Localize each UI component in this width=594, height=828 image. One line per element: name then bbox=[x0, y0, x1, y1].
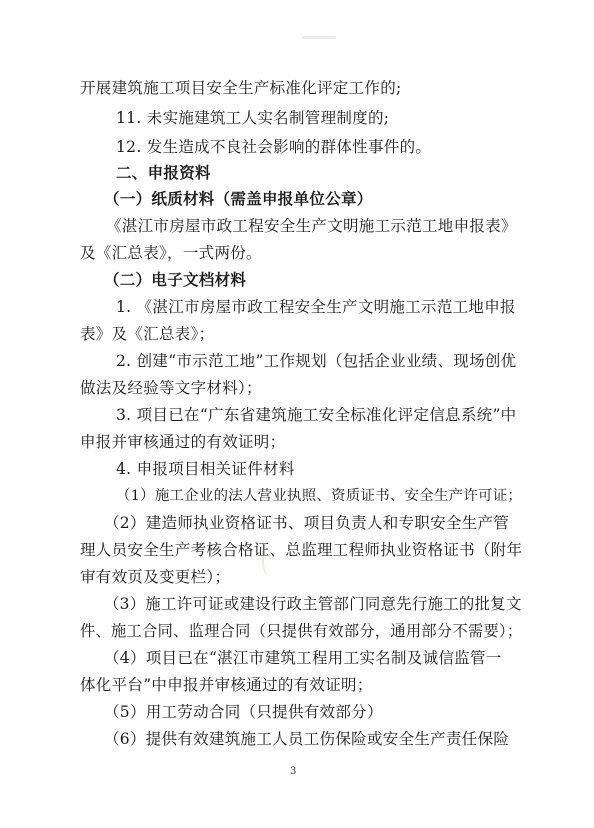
text-line: 12. 发生造成不良社会影响的群体性事件的。 bbox=[116, 138, 432, 156]
text-line: （4）项目已在“湛江市建筑工程用工实名制及诚信监管一 bbox=[104, 649, 502, 667]
text-line: （3）施工许可证或建设行政主管部门同意先行施工的批复文 bbox=[104, 595, 522, 613]
scan-mark bbox=[302, 36, 336, 39]
text-line: 申报并审核通过的有效证明； bbox=[80, 433, 286, 451]
text-line: （1）施工企业的法人营业执照、资质证书、安全生产许可证； bbox=[116, 488, 523, 504]
subsection-heading: （一）纸质材料（需盖申报单位公章） bbox=[104, 190, 373, 208]
text-line: 11. 未实施建筑工人实名制管理制度的; bbox=[116, 109, 390, 127]
text-line: 件、施工合同、监理合同（只提供有效部分，通用部分不需要）； bbox=[80, 622, 523, 640]
text-line: （6）提供有效建筑施工人员工伤保险或安全生产责任保险 bbox=[104, 730, 510, 748]
subsection-heading: （二）电子文档材料 bbox=[104, 271, 247, 289]
text-line: 1. 《湛江市房屋市政工程安全生产文明施工示范工地申报 bbox=[116, 298, 516, 316]
text-line: 表》及《汇总表》； bbox=[80, 325, 215, 343]
text-line: 审有效页及变更栏）； bbox=[80, 568, 231, 586]
section-heading: 二、申报资料 bbox=[116, 164, 211, 182]
page-number: 3 bbox=[290, 766, 297, 777]
text-line: 及《汇总表》，一式两份。 bbox=[80, 244, 262, 262]
text-line: （5）用工劳动合同（只提供有效部分） bbox=[104, 703, 383, 721]
text-line: 2. 创建“市示范工地”工作规划（包括企业业绩、现场创优 bbox=[116, 352, 517, 370]
text-line: （2）建造师执业资格证书、项目负责人和专职安全生产管 bbox=[104, 514, 510, 532]
text-line: 《湛江市房屋市政工程安全生产文明施工示范工地申报表》 bbox=[106, 217, 517, 235]
text-line: 3. 项目已在“广东省建筑施工安全标准化评定信息系统”中 bbox=[116, 406, 517, 424]
text-line: 体化平台”中申报并审核通过的有效证明； bbox=[80, 676, 373, 694]
text-line: 做法及经验等文字材料）； bbox=[80, 379, 262, 397]
text-line: 理人员安全生产考核合格证、总监理工程师执业资格证书（附年 bbox=[80, 541, 523, 559]
text-line: 4. 申报项目相关证件材料 bbox=[116, 460, 295, 478]
text-line: 开展建筑施工项目安全生产标准化评定工作的; bbox=[80, 79, 402, 97]
